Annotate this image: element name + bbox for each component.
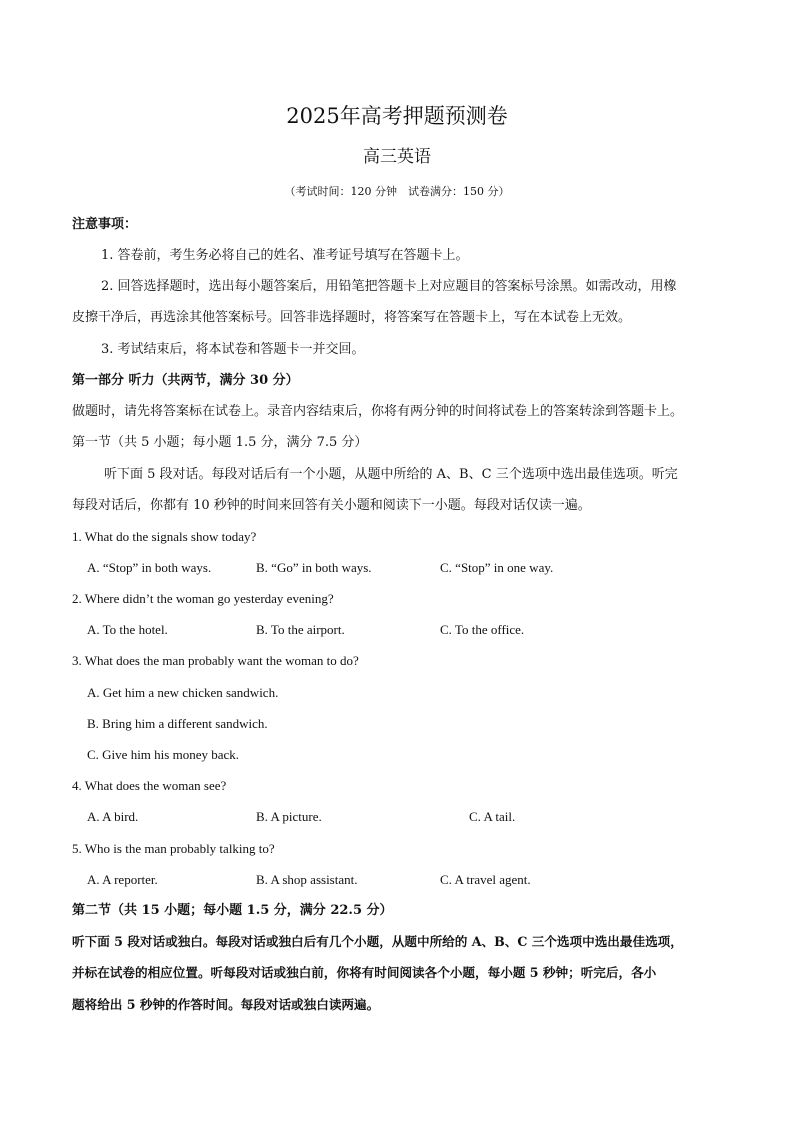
question-5-stem: 5. Who is the man probably talking to? xyxy=(72,841,275,856)
notice-item-1: 1. 答卷前，考生务必将自己的姓名、准考证号填写在答题卡上。 xyxy=(101,248,469,263)
question-4-option-a: A. A bird. xyxy=(87,809,139,824)
notice-item-2-line-2: 皮擦干净后，再选涂其他答案标号。回答非选择题时，将答案写在答题卡上，写在本试卷上无效。 xyxy=(72,310,632,325)
section2-instruction-line-1: 听下面 5 段对话或独白。每段对话或独白后有几个小题，从题中所给的 A、B、C 三个选项中选出最佳选项， xyxy=(72,934,683,949)
section1-heading: 第一节（共 5 小题；每小题 1.5 分，满分 7.5 分） xyxy=(72,435,368,450)
part1-heading: 第一部分 听力（共两节，满分 30 分） xyxy=(72,373,299,388)
section2-instruction-line-2: 并标在试卷的相应位置。听每段对话或独白前，你将有时间阅读各个小题，每小题 5 秒钟；听完后，各小 xyxy=(72,965,657,980)
part1-instruction: 做题时，请先将答案标在试卷上。录音内容结束后，你将有两分钟的时间将试卷上的答案转涂到答题卡上。 xyxy=(72,404,684,419)
question-5-option-a: A. A reporter. xyxy=(87,872,158,887)
exam-info: （考试时间：120 分钟 试卷满分：150 分） xyxy=(284,185,510,198)
question-3-option-c: C. Give him his money back. xyxy=(87,747,240,762)
question-3-option-b: B. Bring him a different sandwich. xyxy=(87,716,268,731)
exam-title: 2025年高考押题预测卷 xyxy=(286,104,508,128)
exam-subtitle: 高三英语 xyxy=(363,147,431,167)
notice-heading: 注意事项： xyxy=(72,217,138,232)
question-2-option-b: B. To the airport. xyxy=(256,622,345,637)
question-3-option-a: A. Get him a new chicken sandwich. xyxy=(87,685,279,700)
notice-item-2-line-1: 2. 回答选择题时，选出每小题答案后，用铅笔把答题卡上对应题目的答案标号涂黑。如需改动，用橡 xyxy=(101,279,677,294)
question-1-option-a: A. “Stop” in both ways. xyxy=(87,560,212,575)
question-4-option-b: B. A picture. xyxy=(256,809,322,824)
question-1-option-b: B. “Go” in both ways. xyxy=(256,560,372,575)
question-4-stem: 4. What does the woman see? xyxy=(72,778,227,793)
notice-item-3: 3. 考试结束后，将本试卷和答题卡一并交回。 xyxy=(101,342,365,357)
question-2-stem: 2. Where didn’t the woman go yesterday evening? xyxy=(72,591,334,606)
question-5-option-c: C. A travel agent. xyxy=(440,872,531,887)
question-1-stem: 1. What do the signals show today? xyxy=(72,529,257,544)
section1-instruction-line-2: 每段对话后，你都有 10 秒钟的时间来回答有关小题和阅读下一小题。每段对话仅读一遍。 xyxy=(72,498,591,513)
section1-instruction-line-1: 听下面 5 段对话。每段对话后有一个小题，从题中所给的 A、B、C 三个选项中选出最佳选项。听完 xyxy=(104,467,678,482)
question-4-option-c: C. A tail. xyxy=(469,809,516,824)
section2-instruction-line-3: 题将给出 5 秒钟的作答时间。每段对话或独白读两遍。 xyxy=(72,997,380,1012)
section2-heading: 第二节（共 15 小题；每小题 1.5 分，满分 22.5 分） xyxy=(72,903,393,918)
question-2-option-a: A. To the hotel. xyxy=(87,622,168,637)
question-1-option-c: C. “Stop” in one way. xyxy=(440,560,554,575)
question-5-option-b: B. A shop assistant. xyxy=(256,872,358,887)
question-2-option-c: C. To the office. xyxy=(440,622,525,637)
question-3-stem: 3. What does the man probably want the woman to do? xyxy=(72,653,359,668)
